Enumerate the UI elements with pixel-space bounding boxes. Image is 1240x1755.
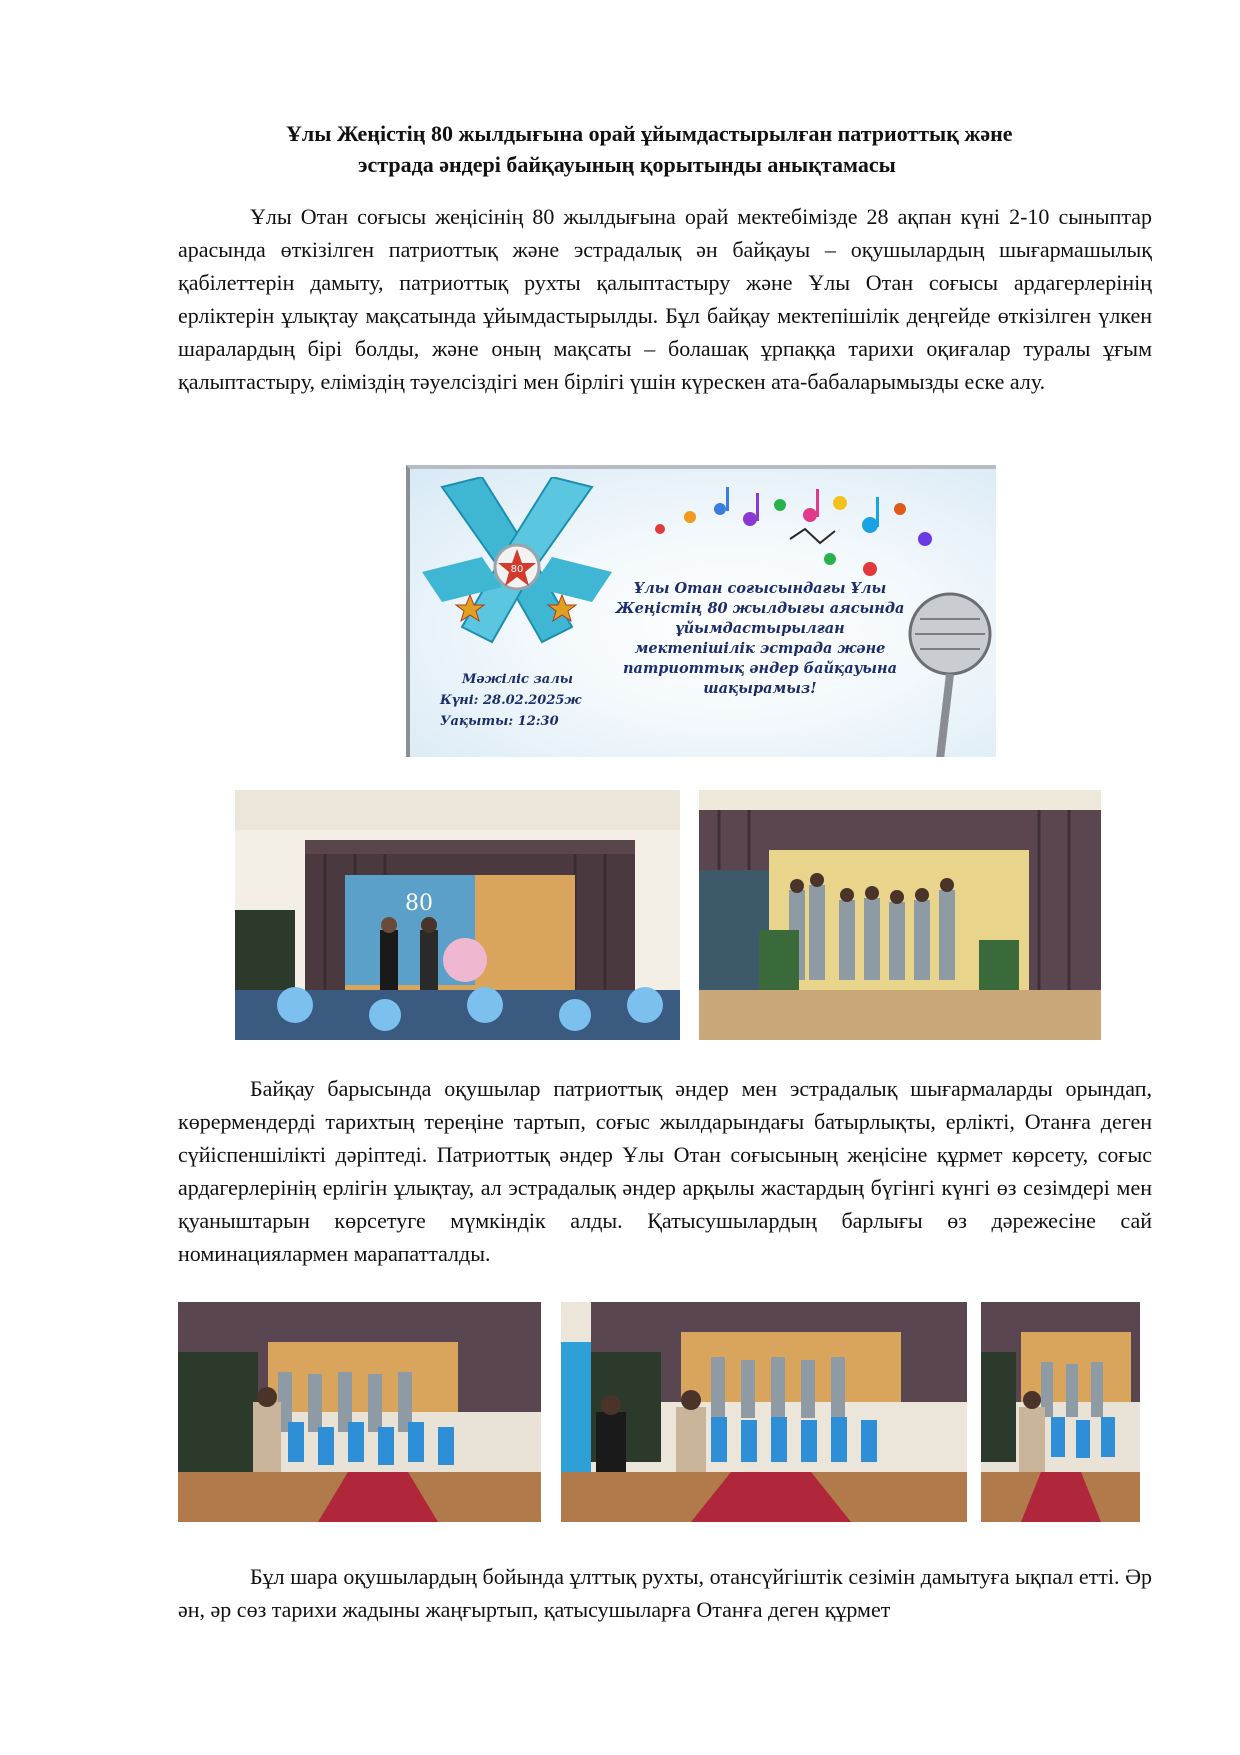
stage-choir-photo (699, 790, 1101, 1040)
title-line-2: эстрада әндері байқауының қорытынды анықтамасы (358, 152, 896, 177)
poster-event-info (440, 669, 620, 732)
poster-date: Күні: 28.02.2025ж (440, 693, 582, 708)
poster-line-2: Жеңістің 80 жылдығы аясында (615, 600, 905, 617)
poster-time: Уақыты: 12:30 (440, 714, 559, 729)
ribbon-emblem-icon (422, 477, 622, 647)
award-ceremony-photo-1 (178, 1302, 541, 1522)
document-title (230, 118, 1150, 180)
music-notes-icon (630, 479, 950, 589)
poster-line-3: ұйымдастырылған (675, 620, 845, 637)
paragraph-conclusion-text: Бұл шара оқушылардың бойында ұлттық рухты, отансүйгіштік сезімін дамытуға ықпал етті. Әр ән, әр сөз тарихи жадыны жаңғыртып, қатысушыларға Отанға деген құрмет (178, 1564, 1152, 1622)
badge-number: 80 (510, 564, 524, 575)
paragraph-intro (178, 200, 1152, 398)
paragraph-performance-text: Байқау барысында оқушылар патриоттық әндер мен эстрадалық шығармаларды орындап, көрермендерді тарихтың тереңіне тартып, соғыс жылдарындағы батырлықты, ерлікті, Отанға деген сүйіспеншілікті дәріптеді. Патриоттық әндер Ұлы Отан соғысының жеңісіне құрмет көрсету, соғыс ардагерлерінің ерлігін ұлықтау, ал эстрадалық әндер арқылы жастардың бүгінгі күнгі өз сезімдері мен қуаныштарын көрсетуге мүмкіндік алды. Қатысушылардың барлығы өз дәрежесіне сай номинациялармен марапатталды. (178, 1076, 1152, 1266)
poster-line-6: шақырамыз! (703, 680, 817, 697)
paragraph-conclusion (178, 1560, 1152, 1626)
stage-duet-photo (235, 790, 680, 1040)
invitation-poster (406, 465, 996, 757)
poster-line-4: мектепішілік эстрада және (634, 640, 886, 657)
poster-venue: Мәжіліс залы (462, 672, 573, 687)
award-ceremony-photo-2 (561, 1302, 967, 1522)
award-ceremony-photo-3 (981, 1302, 1140, 1522)
paragraph-intro-text: Ұлы Отан соғысы жеңісінің 80 жылдығына орай мектебімізде 28 ақпан күні 2-10 сыныптар арасында өткізілген патриоттық және эстрадалық ән байқауы – оқушылардың шығармашылық қабілеттерін дамыту, патриоттық рухты қалыптастыру және Ұлы Отан соғысы ардагерлерінің ерліктерін ұлықтау мақсатында ұйымдастырылды. Бұл байқау мектепішілік деңгейде өткізілген үлкен шаралардың бірі болды, және оның мақсаты – болашақ ұрпаққа тарихи оқиғалар туралы ұғым қалыптастыру, еліміздің тәуелсіздігі мен бірлігі үшін күрескен ата-бабаларымызды еске алу. (178, 204, 1152, 394)
poster-line-1: Ұлы Отан соғысындағы Ұлы (633, 580, 887, 597)
poster-line-5: патриоттық әндер байқауына (623, 660, 897, 677)
poster-invitation-text (610, 579, 910, 699)
paragraph-performance (178, 1072, 1152, 1270)
title-line-1: Ұлы Жеңістің 80 жылдығына орай ұйымдастырылған патриоттық және (286, 121, 1013, 146)
banner-number: 80 (405, 891, 433, 916)
